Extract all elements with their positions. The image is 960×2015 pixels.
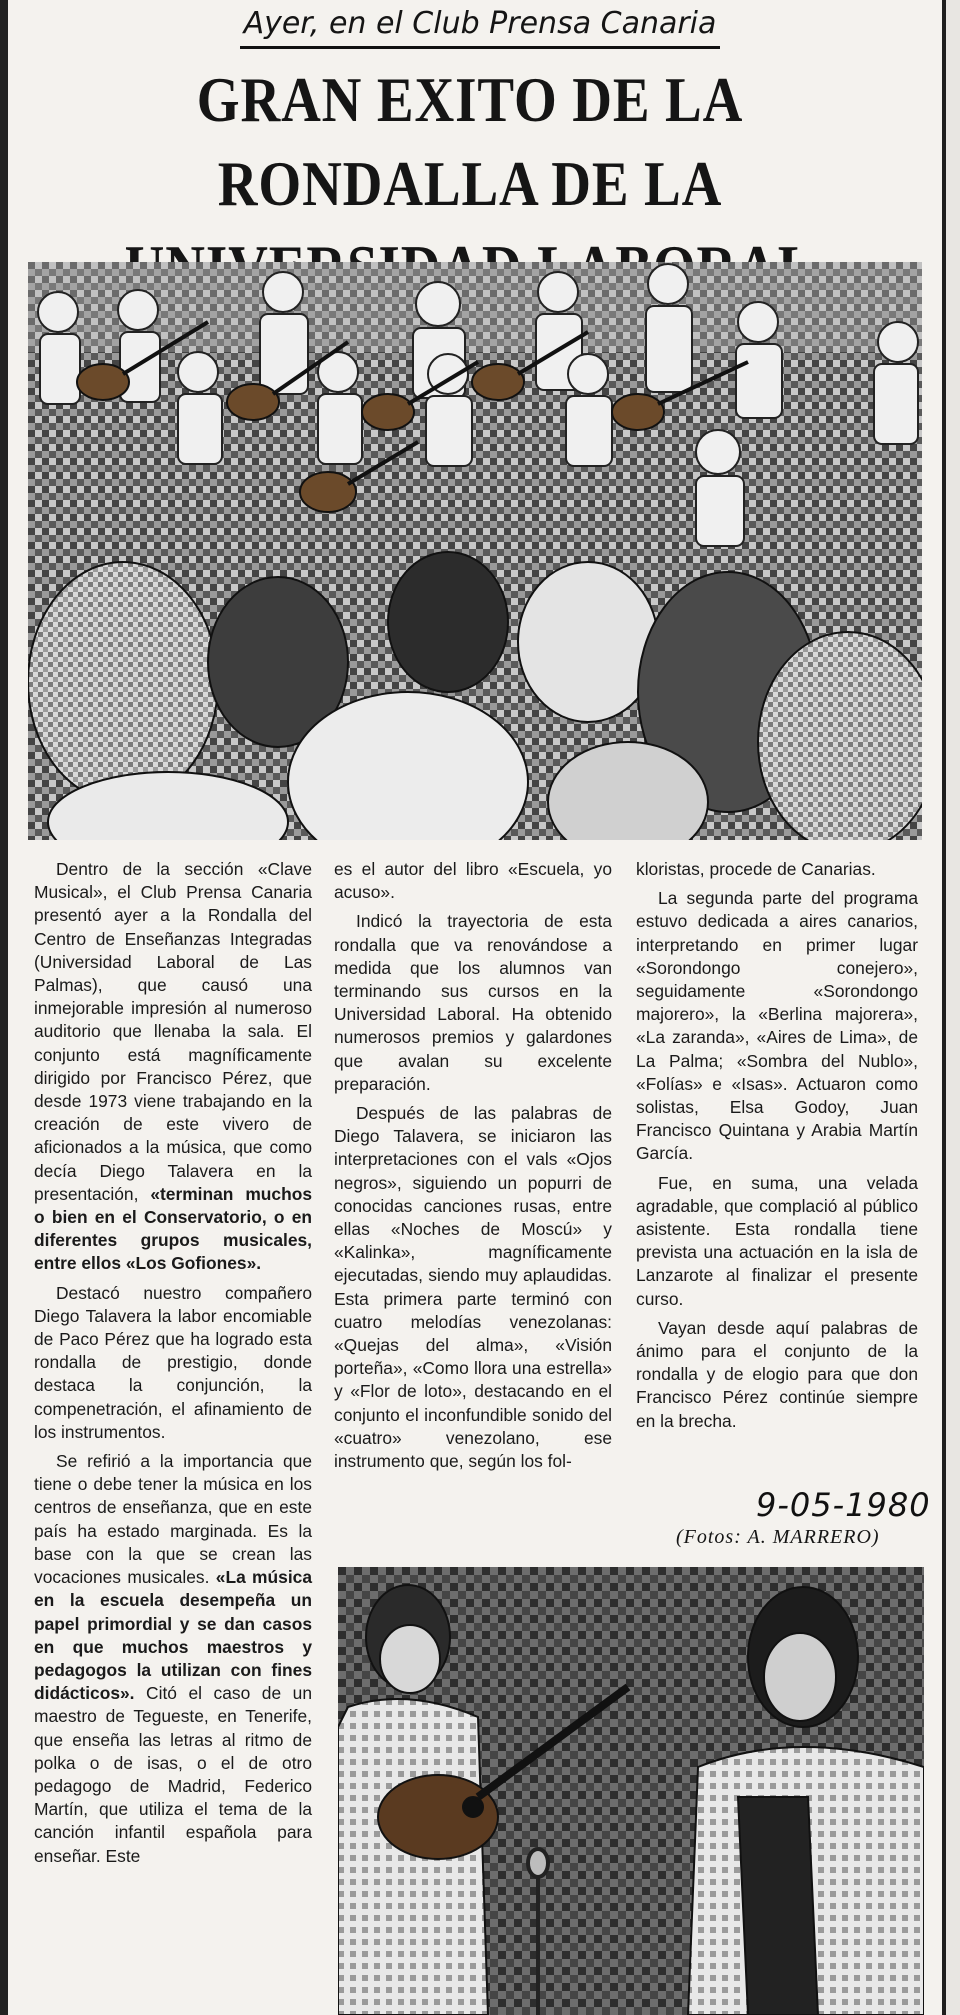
photo-credit: (Fotos: A. MARRERO) <box>676 1526 880 1548</box>
soloists-photo <box>338 1567 924 2015</box>
paragraph: Vayan desde aquí palabras de ánimo para el conjunto de la rondalla y de elogio para que don Francisco Pérez continúe siempre en la brecha. <box>636 1317 918 1431</box>
paragraph-bold-text: «La música en la escuela desempeña un papel primordial y se dan casos en que muchos maestros y pedagogos la utilizan con fines didácticos». <box>34 1567 312 1704</box>
rondalla-group-photo <box>28 262 922 840</box>
article-column-2 <box>334 858 612 1479</box>
paragraph: kloristas, procede de Canarias. <box>636 859 876 879</box>
scan-left-edge <box>0 0 8 2015</box>
paragraph: Después de las palabras de Diego Talavera, se iniciaron las interpretaciones con el vals «Ojos negros», siguiendo un popurri de conocidas canciones rusas, entre ellas «Noches de Moscú» y «Kalinka», magníficamente ejecutadas, siendo muy aplaudidas. Esta primera parte terminó con cuatro melodías venezolanas: «Quejas del alma», «Visión porteña», «Como llora una estrella» y «Flor de loto», destacando en el conjunto el inconfundible sonido del «cuatro» venezolano, ese instrumento que, según los fol- <box>334 1103 612 1472</box>
paragraph-text: Dentro de la sección «Clave Musical», el Club Prensa Canaria presentó ayer a la Rondalla del Centro de Enseñanzas Integradas (Universidad Laboral de Las Palmas), que causó una inmejorable impresión al numeroso auditorio que llenaba la sala. El conjunto está magníficamente dirigido por Francisco Pérez, que desde 1973 viene trabajando en la creación de este vivero de aficionados a la música, que como decía Diego Talavera en la presentación, <box>34 859 312 1204</box>
paragraph-text: Citó el caso de un maestro de Tegueste, en Tenerife, que enseña las letras al ritmo de polka o de isas, o el de otro pedagogo de Madrid, Federico Martín, que utiliza el tema de la canción infantil española para enseñar. Este <box>34 1683 312 1866</box>
paragraph <box>34 1450 312 1868</box>
scan-right-edge <box>942 0 960 2015</box>
paragraph-bold-text: «terminan muchos o bien en el Conservatorio, o en diferentes grupos musicales, entre ellos «Los Gofiones». <box>34 1183 312 1274</box>
handwritten-date: 9-05-1980 <box>756 1486 931 1524</box>
article-kicker: Ayer, en el Club Prensa Canaria <box>240 4 720 49</box>
paragraph: Destacó nuestro compañero Diego Talavera la labor encomiable de Paco Pérez que ha logrado esta rondalla de prestigio, donde destaca la conjunción, la compenetración, el afinamiento de los instrumentos. <box>34 1282 312 1442</box>
paragraph: La segunda parte del programa estuvo dedicada a aires canarios, interpretando en primer lugar «Sorondongo conejero», seguidamente «Sorondongo majorero», la «Berlina majorera», «La zaranda», «Aires de Lima», de La Palma; «Sombra del Nublo», «Folías» e «Isas». Actuaron como solistas, Elsa Godoy, Juan Francisco Quintana y Arabia Martín García. <box>636 888 918 1164</box>
paragraph <box>34 858 312 1276</box>
paragraph: Fue, en suma, una velada agradable, que complació al público asistente. Esta rondalla tiene prevista una actuación en la isla de Lanzarote al finalizar el presente curso. <box>636 1172 918 1309</box>
paragraph-text: Se refirió a la importancia que tiene o debe tener la música en los centros de enseñanza, que en este país ha estado marginada. Es la base con la que se crean las vocaciones musicales. <box>34 1451 312 1588</box>
paragraph: es el autor del libro «Escuela, yo acuso». <box>334 859 612 903</box>
article-column-3 <box>636 858 918 1439</box>
paragraph: Indicó la trayectoria de esta rondalla que va renovándose a medida que los alumnos van terminando sus cursos en la Universidad Laboral. Ha obtenido numerosos premios y galardones que avalan su excelente preparación. <box>334 911 612 1094</box>
article-column-1 <box>34 858 312 1874</box>
headline-line-1: GRAN EXITO DE LA RONDALLA DE LA <box>196 64 744 219</box>
